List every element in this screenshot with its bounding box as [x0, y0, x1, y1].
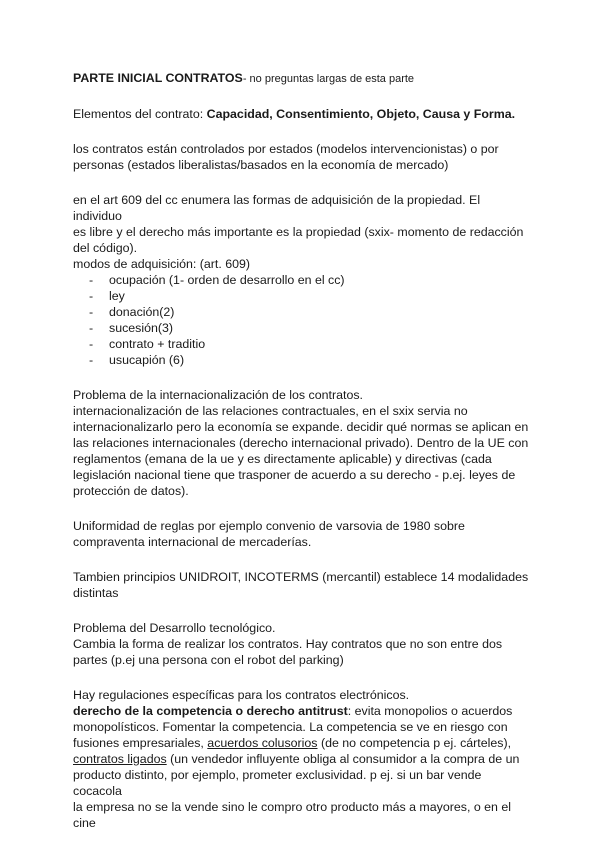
text-line [73, 735, 531, 751]
list-item [73, 304, 531, 320]
text-line: compraventa internacional de mercaderías. [73, 535, 312, 549]
text-line: es libre y el derecho más importante es la propiedad (sxix- momento de redacción [73, 225, 524, 239]
elementos-bold: Capacidad, Consentimiento, Objeto, Causa y Forma. [206, 107, 516, 121]
text-line: los contratos están controlados por estados (modelos intervencionistas) o por [73, 142, 499, 156]
document-body [73, 70, 531, 831]
text-line: Tambien principios UNIDROIT, INCOTERMS (mercantil) establece 14 modalidades [73, 570, 529, 584]
text-line: legislación nacional tiene que trasponer de acuerdo a su derecho - p.ej. leyes de [73, 468, 516, 482]
text-line: Cambia la forma de realizar los contratos. Hay contratos que no son entre dos [73, 637, 503, 651]
text-line: internacionalizarlo pero la economía se expande. decidir qué normas se aplican en [73, 420, 529, 434]
text-span: fusiones empresariales, [73, 736, 208, 750]
text-line: las relaciones internacionales (derecho internacional privado). Dentro de la UE con [73, 436, 529, 450]
text-line: monopolísticos. Fomentar la competencia. La competencia se ve en riesgo con [73, 720, 508, 734]
text-line: Problema de la internacionalización de los contratos. [73, 388, 363, 402]
control-paragraph [73, 141, 531, 173]
text-line: Problema del Desarrollo tecnológico. [73, 621, 276, 635]
text-line: en el art 609 del cc enumera las formas de adquisición de la propiedad. El individuo [73, 193, 481, 223]
text-line: protección de datos). [73, 484, 189, 498]
list-item [73, 272, 531, 288]
dash-bullet: - [89, 289, 94, 303]
tecnologico-paragraph [73, 620, 531, 668]
elementos-lead: Elementos del contrato: [73, 107, 207, 121]
text-line: distintas [73, 586, 119, 600]
list-item [73, 320, 531, 336]
text-line: partes (p.ej una persona con el robot del parking) [73, 653, 344, 667]
section-heading [73, 70, 531, 87]
text-line: Hay regulaciones específicas para los contratos electrónicos. [73, 688, 410, 702]
text-span: : evita monopolios o acuerdos [347, 704, 513, 718]
list-item-text: ley [109, 289, 125, 303]
text-line: del código). [73, 241, 138, 255]
text-line: producto distinto, por ejemplo, prometer exclusividad. p ej. si un bar vende cocacola [73, 768, 482, 798]
text-line [73, 751, 531, 767]
heading-subtitle: - no preguntas largas de esta parte [242, 73, 415, 85]
unidroit-paragraph [73, 569, 531, 601]
list-item-text: usucapión (6) [109, 353, 185, 367]
list-item-text: sucesión(3) [109, 321, 174, 335]
art609-paragraph [73, 192, 531, 272]
elementos-paragraph [73, 106, 531, 122]
list-item-text: contrato + traditio [109, 337, 206, 351]
uniformidad-paragraph [73, 518, 531, 550]
modos-list [73, 272, 531, 368]
internacionalizacion-paragraph [73, 387, 531, 499]
contratos-ligados-term: contratos ligados [73, 752, 167, 766]
antitrust-term: derecho de la competencia o derecho antitrust [73, 704, 348, 718]
dash-bullet: - [89, 305, 94, 319]
text-line [73, 703, 531, 719]
text-line: modos de adquisición: (art. 609) [73, 257, 251, 271]
text-line: la empresa no se la vende sino le compro otro producto más a mayores, o en el cine [73, 800, 512, 830]
dash-bullet: - [89, 321, 94, 335]
text-line: personas (estados liberalistas/basados en la economía de mercado) [73, 158, 449, 172]
text-line: Uniformidad de reglas por ejemplo convenio de varsovia de 1980 sobre [73, 519, 465, 533]
text-span: (de no competencia p ej. cárteles), [317, 736, 512, 750]
list-item [73, 336, 531, 352]
dash-bullet: - [89, 273, 94, 287]
text-line: reglamentos (emana de la ue y es directamente aplicable) y directivas (cada [73, 452, 492, 466]
dash-bullet: - [89, 337, 94, 351]
competencia-paragraph [73, 687, 531, 831]
list-item-text: donación(2) [109, 305, 175, 319]
acuerdos-colusorios-term: acuerdos colusorios [207, 736, 318, 750]
text-line: internacionalización de las relaciones contractuales, en el sxix servia no [73, 404, 468, 418]
heading-main: PARTE INICIAL CONTRATOS [73, 71, 243, 85]
dash-bullet: - [89, 353, 94, 367]
text-span: (un vendedor influyente obliga al consumidor a la compra de un [166, 752, 520, 766]
list-item [73, 288, 531, 304]
list-item-text: ocupación (1- orden de desarrollo en el cc) [109, 273, 345, 287]
list-item [73, 352, 531, 368]
